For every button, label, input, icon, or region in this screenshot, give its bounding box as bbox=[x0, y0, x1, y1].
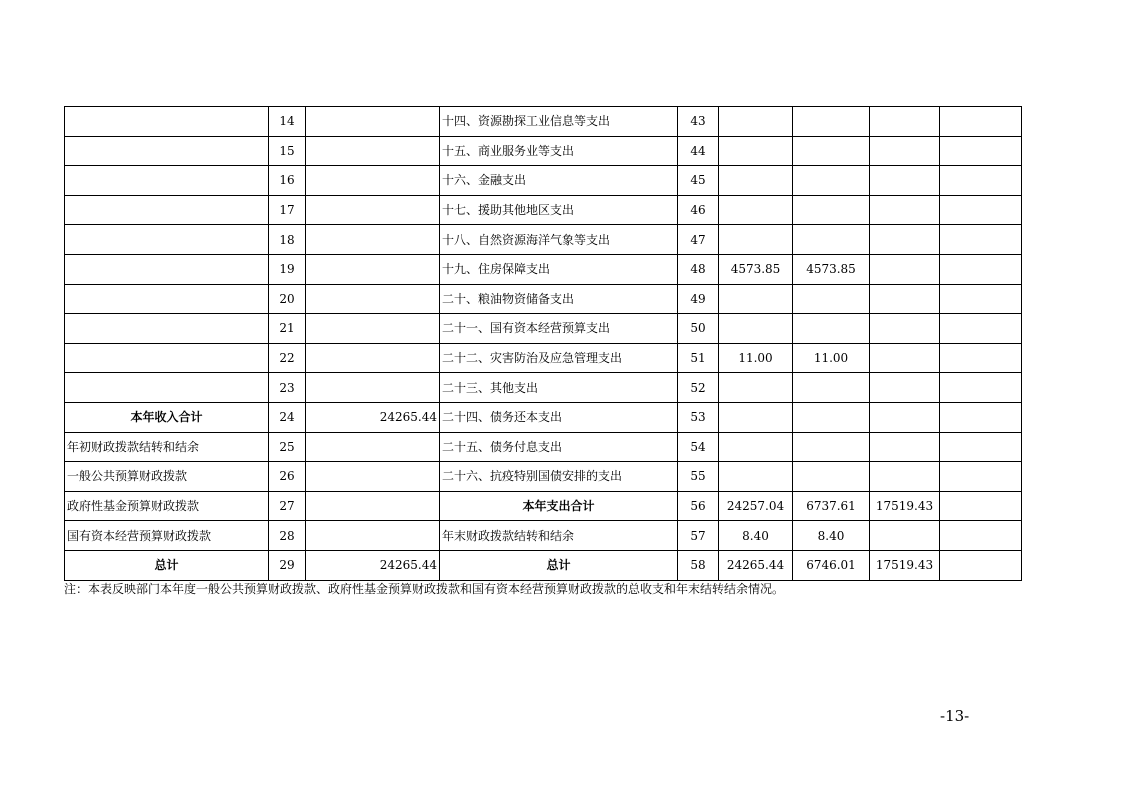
expense-state-capital bbox=[940, 314, 1022, 344]
expense-total: 24265.44 bbox=[719, 550, 793, 580]
expense-row-no: 45 bbox=[678, 166, 719, 196]
expense-total bbox=[719, 432, 793, 462]
expense-row-no: 46 bbox=[678, 195, 719, 225]
income-amount bbox=[306, 254, 440, 284]
table-row bbox=[65, 343, 1022, 373]
table-row bbox=[65, 166, 1022, 196]
expense-fund-budget bbox=[870, 402, 940, 432]
income-amount bbox=[306, 225, 440, 255]
income-row-no: 16 bbox=[269, 166, 306, 196]
budget-table bbox=[64, 106, 1022, 581]
expense-total bbox=[719, 166, 793, 196]
expense-row-no: 49 bbox=[678, 284, 719, 314]
table-row bbox=[65, 136, 1022, 166]
income-item bbox=[65, 225, 269, 255]
expense-row-no: 44 bbox=[678, 136, 719, 166]
expense-total: 8.40 bbox=[719, 521, 793, 551]
table-row bbox=[65, 107, 1022, 137]
income-amount bbox=[306, 432, 440, 462]
expense-item: 二十五、债务付息支出 bbox=[440, 432, 678, 462]
expense-item: 十五、商业服务业等支出 bbox=[440, 136, 678, 166]
income-amount bbox=[306, 136, 440, 166]
income-amount bbox=[306, 491, 440, 521]
expense-general-budget bbox=[793, 225, 870, 255]
expense-fund-budget bbox=[870, 225, 940, 255]
income-row-no: 22 bbox=[269, 343, 306, 373]
expense-state-capital bbox=[940, 432, 1022, 462]
expense-state-capital bbox=[940, 225, 1022, 255]
expense-general-budget bbox=[793, 136, 870, 166]
table-footnote: 注：本表反映部门本年度一般公共预算财政拨款、政府性基金预算财政拨款和国有资本经营预算财政拨款的总收支和年末结转结余情况。 bbox=[64, 582, 785, 596]
expense-fund-budget bbox=[870, 314, 940, 344]
expense-total bbox=[719, 373, 793, 403]
expense-state-capital bbox=[940, 402, 1022, 432]
table-row bbox=[65, 195, 1022, 225]
income-row-no: 18 bbox=[269, 225, 306, 255]
income-amount bbox=[306, 343, 440, 373]
expense-total bbox=[719, 314, 793, 344]
expense-general-budget bbox=[793, 373, 870, 403]
income-row-no: 24 bbox=[269, 402, 306, 432]
expense-state-capital bbox=[940, 521, 1022, 551]
expense-item: 二十四、债务还本支出 bbox=[440, 402, 678, 432]
expense-general-budget bbox=[793, 432, 870, 462]
income-amount bbox=[306, 195, 440, 225]
expense-fund-budget bbox=[870, 521, 940, 551]
expense-general-budget bbox=[793, 314, 870, 344]
income-item bbox=[65, 166, 269, 196]
income-row-no: 26 bbox=[269, 462, 306, 492]
expense-fund-budget bbox=[870, 195, 940, 225]
expense-state-capital bbox=[940, 491, 1022, 521]
expense-row-no: 48 bbox=[678, 254, 719, 284]
expense-subtotal-label: 本年支出合计 bbox=[440, 491, 678, 521]
expense-fund-budget bbox=[870, 462, 940, 492]
expense-row-no: 58 bbox=[678, 550, 719, 580]
income-row-no: 15 bbox=[269, 136, 306, 166]
expense-row-no: 55 bbox=[678, 462, 719, 492]
income-row-no: 23 bbox=[269, 373, 306, 403]
table-row bbox=[65, 284, 1022, 314]
expense-state-capital bbox=[940, 284, 1022, 314]
income-amount: 24265.44 bbox=[306, 550, 440, 580]
income-row-no: 29 bbox=[269, 550, 306, 580]
expense-total: 11.00 bbox=[719, 343, 793, 373]
table-row bbox=[65, 491, 1022, 521]
expense-grand-total-label: 总计 bbox=[440, 550, 678, 580]
income-row-no: 17 bbox=[269, 195, 306, 225]
expense-total bbox=[719, 195, 793, 225]
income-item bbox=[65, 195, 269, 225]
expense-item: 十七、援助其他地区支出 bbox=[440, 195, 678, 225]
expense-item: 十九、住房保障支出 bbox=[440, 254, 678, 284]
expense-row-no: 51 bbox=[678, 343, 719, 373]
expense-item: 二十三、其他支出 bbox=[440, 373, 678, 403]
expense-row-no: 47 bbox=[678, 225, 719, 255]
expense-fund-budget bbox=[870, 254, 940, 284]
expense-state-capital bbox=[940, 462, 1022, 492]
income-amount bbox=[306, 373, 440, 403]
table-row bbox=[65, 521, 1022, 551]
expense-fund-budget bbox=[870, 136, 940, 166]
page-number: -13- bbox=[940, 707, 970, 725]
income-amount bbox=[306, 314, 440, 344]
expense-state-capital bbox=[940, 343, 1022, 373]
expense-general-budget bbox=[793, 195, 870, 225]
income-item bbox=[65, 314, 269, 344]
table-row bbox=[65, 462, 1022, 492]
expense-fund-budget: 17519.43 bbox=[870, 550, 940, 580]
expense-state-capital bbox=[940, 373, 1022, 403]
income-row-no: 25 bbox=[269, 432, 306, 462]
expense-general-budget bbox=[793, 284, 870, 314]
table-row bbox=[65, 550, 1022, 580]
expense-row-no: 50 bbox=[678, 314, 719, 344]
income-item: 一般公共预算财政拨款 bbox=[65, 462, 269, 492]
expense-item: 年末财政拨款结转和结余 bbox=[440, 521, 678, 551]
expense-general-budget: 6746.01 bbox=[793, 550, 870, 580]
expense-item: 二十二、灾害防治及应急管理支出 bbox=[440, 343, 678, 373]
expense-total bbox=[719, 284, 793, 314]
expense-general-budget: 8.40 bbox=[793, 521, 870, 551]
expense-general-budget: 4573.85 bbox=[793, 254, 870, 284]
expense-fund-budget bbox=[870, 343, 940, 373]
income-item: 年初财政拨款结转和结余 bbox=[65, 432, 269, 462]
income-amount bbox=[306, 166, 440, 196]
expense-fund-budget: 17519.43 bbox=[870, 491, 940, 521]
expense-total: 24257.04 bbox=[719, 491, 793, 521]
expense-general-budget bbox=[793, 402, 870, 432]
table-row bbox=[65, 225, 1022, 255]
expense-general-budget: 6737.61 bbox=[793, 491, 870, 521]
expense-fund-budget bbox=[870, 284, 940, 314]
expense-item: 十四、资源勘探工业信息等支出 bbox=[440, 107, 678, 137]
expense-row-no: 57 bbox=[678, 521, 719, 551]
table-row bbox=[65, 432, 1022, 462]
expense-general-budget bbox=[793, 166, 870, 196]
expense-total: 4573.85 bbox=[719, 254, 793, 284]
expense-fund-budget bbox=[870, 432, 940, 462]
income-amount: 24265.44 bbox=[306, 402, 440, 432]
expense-row-no: 52 bbox=[678, 373, 719, 403]
income-item: 政府性基金预算财政拨款 bbox=[65, 491, 269, 521]
table-row bbox=[65, 314, 1022, 344]
expense-state-capital bbox=[940, 136, 1022, 166]
expense-item: 二十、粮油物资储备支出 bbox=[440, 284, 678, 314]
table-row bbox=[65, 373, 1022, 403]
expense-row-no: 43 bbox=[678, 107, 719, 137]
expense-state-capital bbox=[940, 195, 1022, 225]
expense-state-capital bbox=[940, 166, 1022, 196]
income-amount bbox=[306, 107, 440, 137]
income-grand-total-label: 总计 bbox=[65, 550, 269, 580]
income-row-no: 20 bbox=[269, 284, 306, 314]
expense-row-no: 54 bbox=[678, 432, 719, 462]
income-item bbox=[65, 107, 269, 137]
income-row-no: 28 bbox=[269, 521, 306, 551]
income-item bbox=[65, 284, 269, 314]
expense-general-budget: 11.00 bbox=[793, 343, 870, 373]
expense-item: 十六、金融支出 bbox=[440, 166, 678, 196]
income-amount bbox=[306, 462, 440, 492]
expense-item: 二十六、抗疫特别国债安排的支出 bbox=[440, 462, 678, 492]
expense-item: 十八、自然资源海洋气象等支出 bbox=[440, 225, 678, 255]
table-row bbox=[65, 402, 1022, 432]
income-item bbox=[65, 254, 269, 284]
expense-row-no: 56 bbox=[678, 491, 719, 521]
table-body bbox=[65, 107, 1022, 581]
income-amount bbox=[306, 284, 440, 314]
income-amount bbox=[306, 521, 440, 551]
income-item bbox=[65, 373, 269, 403]
income-item: 国有资本经营预算财政拨款 bbox=[65, 521, 269, 551]
expense-total bbox=[719, 225, 793, 255]
expense-total bbox=[719, 136, 793, 166]
expense-general-budget bbox=[793, 462, 870, 492]
expense-row-no: 53 bbox=[678, 402, 719, 432]
expense-state-capital bbox=[940, 107, 1022, 137]
expense-item: 二十一、国有资本经营预算支出 bbox=[440, 314, 678, 344]
income-row-no: 14 bbox=[269, 107, 306, 137]
income-row-no: 27 bbox=[269, 491, 306, 521]
expense-total bbox=[719, 402, 793, 432]
expense-state-capital bbox=[940, 550, 1022, 580]
expense-fund-budget bbox=[870, 107, 940, 137]
expense-general-budget bbox=[793, 107, 870, 137]
expense-state-capital bbox=[940, 254, 1022, 284]
income-item bbox=[65, 136, 269, 166]
table-row bbox=[65, 254, 1022, 284]
expense-fund-budget bbox=[870, 373, 940, 403]
expense-fund-budget bbox=[870, 166, 940, 196]
expense-total bbox=[719, 107, 793, 137]
income-item bbox=[65, 343, 269, 373]
expense-total bbox=[719, 462, 793, 492]
income-row-no: 21 bbox=[269, 314, 306, 344]
income-row-no: 19 bbox=[269, 254, 306, 284]
income-subtotal-label: 本年收入合计 bbox=[65, 402, 269, 432]
